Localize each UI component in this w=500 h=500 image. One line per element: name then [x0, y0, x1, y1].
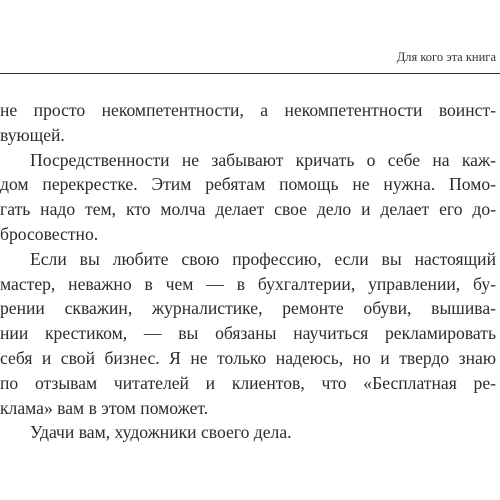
text-line: вующей.: [0, 124, 65, 145]
text-line: по отзывам читателей и клиентов, что «Бесплатная ре-: [0, 372, 496, 393]
text-line: Если вы любите свою профессию, если вы настоящий: [30, 248, 496, 269]
text-line: рении скважин, журналистике, ремонте обуви, вышива-: [0, 298, 496, 319]
text-line: Удачи вам, художники своего дела.: [30, 422, 292, 443]
text-line: мастер, неважно в чем — в бухгалтерии, управлении, бу-: [0, 273, 496, 294]
text-line: себя и свой бизнес. Я не только надеюсь, но и твердо знаю: [0, 347, 496, 368]
text-line: дом перекрестке. Этим ребятам помощь не нужна. Помо-: [0, 174, 496, 195]
body-text: [0, 98, 496, 445]
text-line: гать надо тем, кто молча делает свое дело и делает его до-: [0, 199, 496, 220]
text-line: клама» вам в этом поможет.: [0, 397, 209, 418]
header-rule: [0, 73, 500, 74]
text-line: Посредственности не забывают кричать о себе на каж-: [30, 149, 496, 170]
text-line: не просто некомпетентности, а некомпетентности воинст-: [0, 100, 496, 120]
running-head: Для кого эта книга: [396, 50, 496, 64]
text-line: бросовестно.: [0, 223, 99, 244]
text-line: нии крестиком, — вы обязаны научиться рекламировать: [0, 323, 496, 344]
